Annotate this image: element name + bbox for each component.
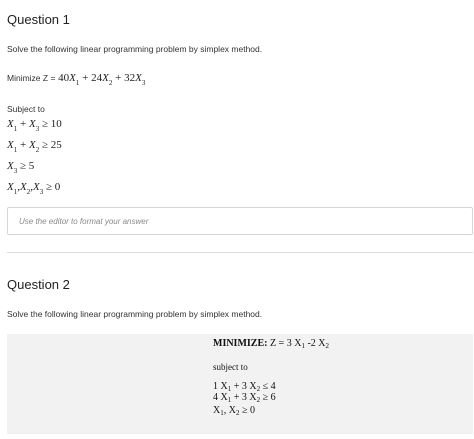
question-2-instruction: Solve the following linear programming problem by simplex method. <box>7 309 263 319</box>
question-divider <box>7 252 473 253</box>
subject-to-label: Subject to <box>7 104 45 114</box>
question-2-image <box>7 334 473 434</box>
image-constraint-1: 1 $X_1 + 3$ $X_2 \le 4$ <box>213 381 276 393</box>
constraint-1: $X_1 + X_3 \ge 10$ <box>7 118 62 133</box>
question-2-title: Question 2 <box>7 277 70 292</box>
nonnegativity-constraint: $X_1,X_2,X_3 \ge 0$ <box>7 181 61 196</box>
constraint-3: $X_3 \ge 5$ <box>7 160 35 175</box>
image-constraint-2: 4 $X_1 + 3$ $X_2 \ge 6$ <box>213 392 276 404</box>
answer-editor[interactable] <box>7 207 473 235</box>
image-minimize-heading: MINIMIZE: <box>213 338 268 349</box>
constraint-2: $X_1 + X_2 \ge 25$ <box>7 139 62 154</box>
image-subject-to: subject to <box>213 362 248 372</box>
question-1-title: Question 1 <box>7 12 70 27</box>
question-1-instruction: Solve the following linear programming problem by simplex method. <box>7 44 263 54</box>
image-objective: MINIMIZE: Z = 3 $X_1$ -2 $X_2$ <box>213 338 329 350</box>
objective-label: Minimize Z = <box>7 73 56 83</box>
image-nonnegativity: $X_1$, $X_2 \ge 0$ <box>213 405 255 417</box>
objective-function: Minimize $Z = 40X_1 + 24X_2 + 32X_3$ <box>7 72 146 87</box>
editor-placeholder: Use the editor to format your answer <box>19 217 149 226</box>
